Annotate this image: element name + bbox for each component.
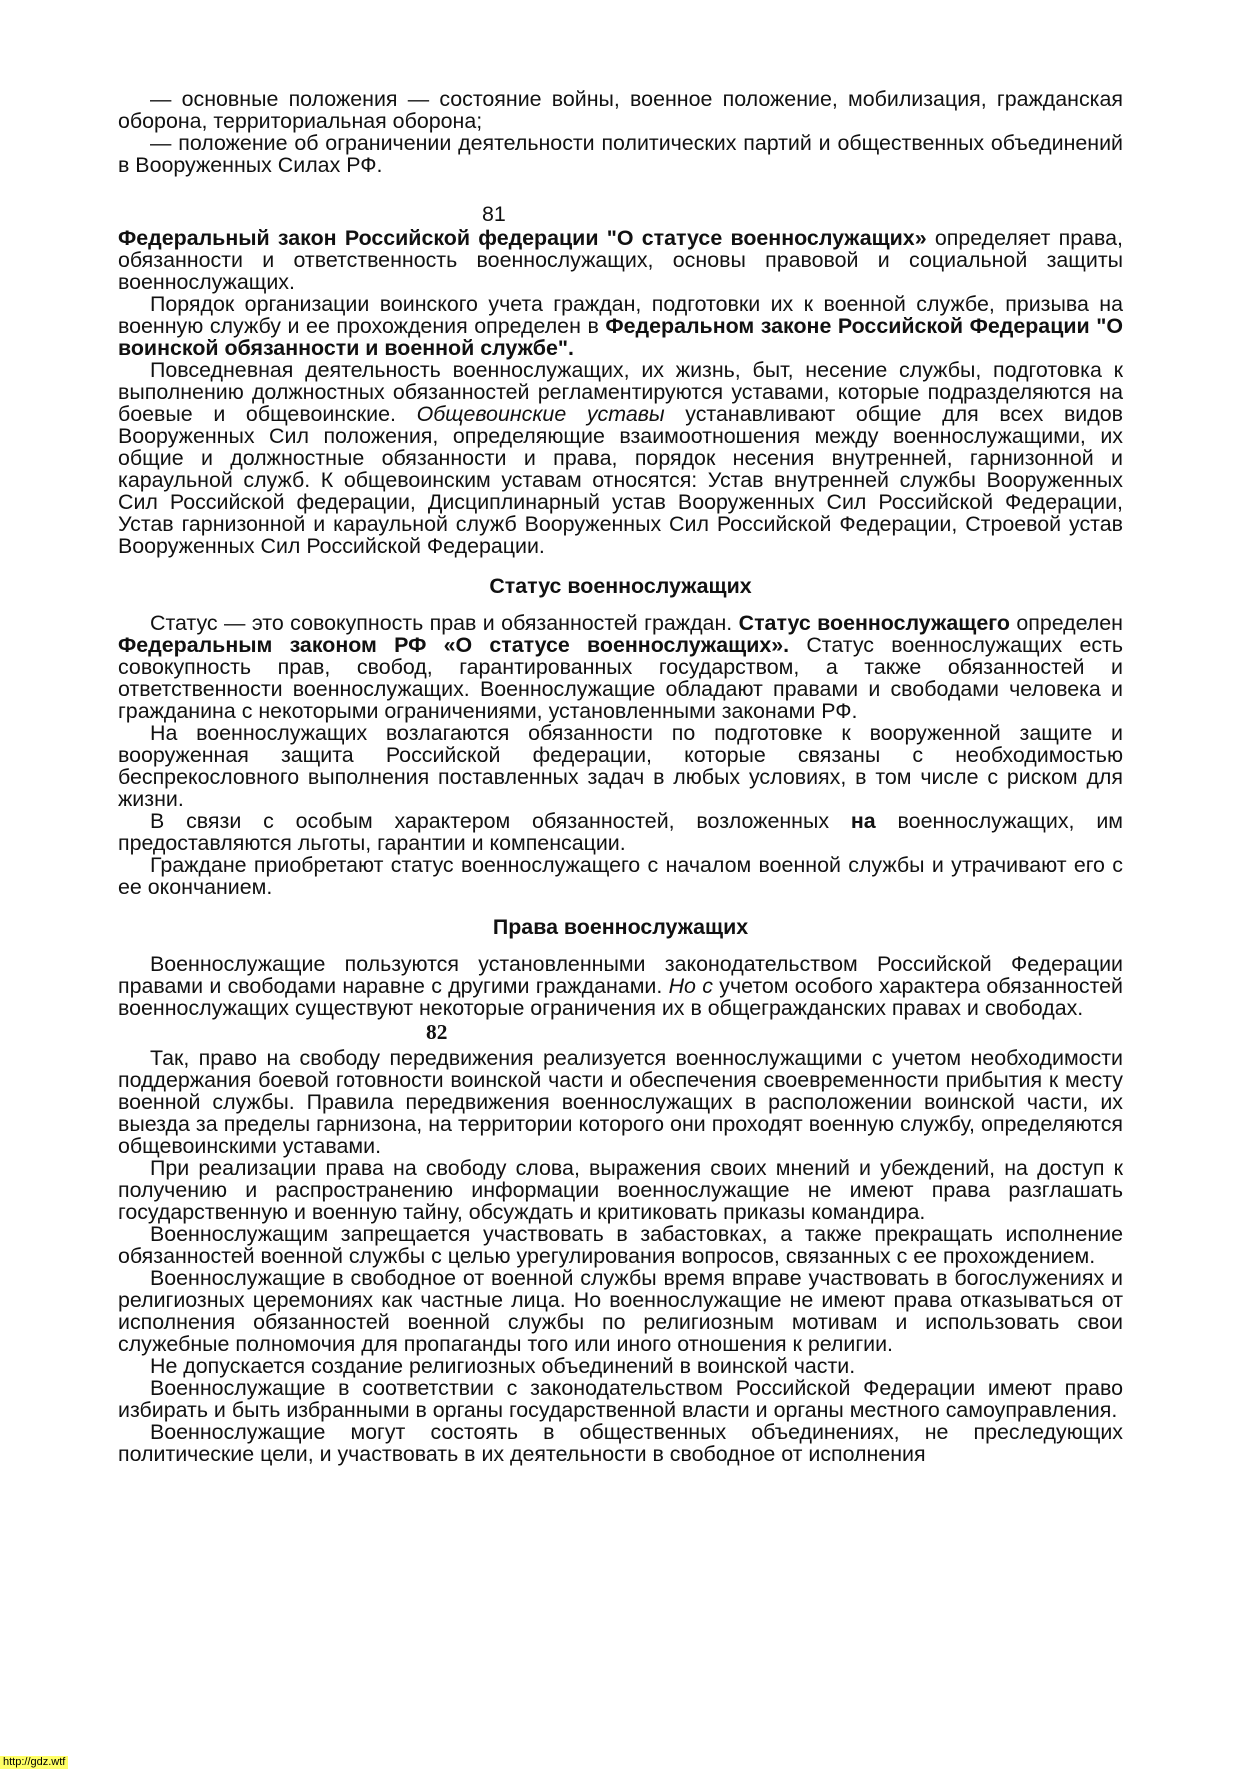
regulations-text-1: Повседневная деятельность военнослужащих, их жизнь, быт, несение службы, подготовка к выполнению должностных обязанностей регламентируются уставами, которые подразделяются на боевые и общевоинские. [118, 358, 1123, 426]
paragraph-public-associations: Военнослужащие могут состоять в общественных объединениях, не преследующих политические цели, и участвовать в их деятельности в свободное от исполнения [118, 1420, 1123, 1466]
heading-status: Статус военнослужащих [489, 574, 752, 598]
paragraph-political-parties: — положение об ограничении деятельности политических партий и общественных объединений в Вооруженных Силах РФ. [118, 131, 1123, 177]
benefits-bold-word: на [850, 809, 876, 833]
source-url-label: http://gdz.wtf [0, 1756, 68, 1769]
paragraph-regulations [118, 359, 1123, 557]
regulations-text-2: устанавливают общие для всех видов Вооруженных Сил положения, определяющие взаимоотношения между военнослужащими, их общие и должностные обязанности и права, порядок несения внутренней, гарнизонной и караульной служб. К общевоинским уставам относятся: Устав внутренней службы Вооруженных Сил Российской федерации, Дисциплинарный устав Вооруженных Сил Российской Федерации, Устав гарнизонной и караульной служб Вооруженных Сил Российской Федерации, Строевой устав Вооруженных Сил Российской Федерации. [118, 402, 1124, 558]
paragraph-military-registration [118, 293, 1123, 359]
paragraph-status-definition [118, 612, 1123, 722]
paragraph-rights-intro [118, 953, 1123, 1019]
paragraph-status-law [118, 227, 1123, 293]
registration-text: Порядок организации воинского учета граждан, подготовки их к военной службе, призыва на военную службу и ее прохождения определен в [118, 292, 1123, 338]
law-title-status: Федеральный закон Российской федерации "О статусе военнослужащих» [118, 226, 927, 250]
heading-rights: Права военнослужащих [492, 915, 749, 939]
law-status-text: определяет права, обязанности и ответственность военнослужащих, основы правовой и социальной защиты военнослужащих. [118, 226, 1123, 294]
status-term: Статус военнослужащего [738, 611, 1010, 635]
page-number-81: 81 [482, 202, 506, 226]
regulations-term: Общевоинские уставы [416, 402, 665, 426]
paragraph-religion: Военнослужащие в свободное от военной службы время вправе участвовать в богослужениях и религиозных церемониях как частные лица. Но военнослужащие не имеют права отказываться от исполнения обязанностей военной службы по религиозным мотивам и использовать свои служебные полномочия для пропаганды того или иного отношения к религии. [118, 1266, 1123, 1356]
paragraph-strikes: Военнослужащим запрещается участвовать в забастовках, а также прекращать исполнение обязанностей военной службы с целью урегулирования вопросов, связанных с ее прохождением. [118, 1222, 1123, 1268]
paragraph-duties: На военнослужащих возлагаются обязанности по подготовке к вооруженной защите и вооруженная защита Российской федерации, которые связаны с необходимостью беспрекословного выполнения поставленных задач в любых условиях, в том числе с риском для жизни. [118, 721, 1123, 811]
status-text-3: Статус военнослужащих есть совокупность прав, свобод, гарантированных государством, а также обязанностей и ответственности военнослужащих. Военнослужащие обладают правами и свободами человека и гражданина с некоторыми ограничениями, установленными законами РФ. [118, 633, 1123, 723]
status-text-2: определен [1009, 611, 1123, 635]
rights-text-2: учетом особого характера обязанностей военнослужащих существуют некоторые ограничения их в общегражданских правах и свободах. [118, 974, 1124, 1020]
benefits-text-1: В связи с особым характером обязанностей, возложенных [150, 809, 851, 833]
status-law-title: Федеральным законом РФ «О статусе военнослужащих». [118, 633, 790, 657]
status-text-1: Статус — это совокупность прав и обязанностей граждан. [150, 611, 739, 635]
paragraph-main-provisions: — основные положения — состояние войны, военное положение, мобилизация, гражданская оборона, территориальная оборона; [118, 87, 1123, 133]
benefits-text-2: военнослужащих, им предоставляются льготы, гарантии и компенсации. [118, 809, 1123, 855]
paragraph-benefits [118, 810, 1123, 854]
paragraph-freedom-movement: Так, право на свободу передвижения реализуется военнослужащими с учетом необходимости поддержания боевой готовности воинской части и обеспечения своевременности прибытия к месту военной службы. Правила передвижения военнослужащих в расположении воинской части, их выезда за пределы гарнизона, на территории которого они проходят военную службу, определяются общевоинскими уставами. [118, 1046, 1123, 1158]
law-title-military-duty: Федеральном законе Российской Федерации "О воинской обязанности и военной службе". [118, 314, 1123, 360]
rights-text-1: Военнослужащие пользуются установленными законодательством Российской Федерации правами и свободами наравне с другими гражданами. [118, 952, 1123, 998]
paragraph-status-acquisition: Граждане приобретают статус военнослужащего с началом военной службы и утрачивают его с ее окончанием. [118, 853, 1123, 899]
paragraph-elections: Военнослужащие в соответствии с законодательством Российской Федерации имеют право избирать и быть избранными в органы государственной власти и органы местного самоуправления. [118, 1376, 1123, 1422]
paragraph-freedom-speech: При реализации права на свободу слова, выражения своих мнений и убеждений, на доступ к получению и распространению информации военнослужащие не имеют права разглашать государственную и военную тайну, обсуждать и критиковать приказы командира. [118, 1156, 1123, 1224]
rights-italic: Но с [668, 974, 713, 998]
paragraph-religious-associations: Не допускается создание религиозных объединений в воинской части. [150, 1354, 856, 1378]
page-number-82: 82 [426, 1020, 448, 1044]
document-page [118, 88, 1123, 1465]
